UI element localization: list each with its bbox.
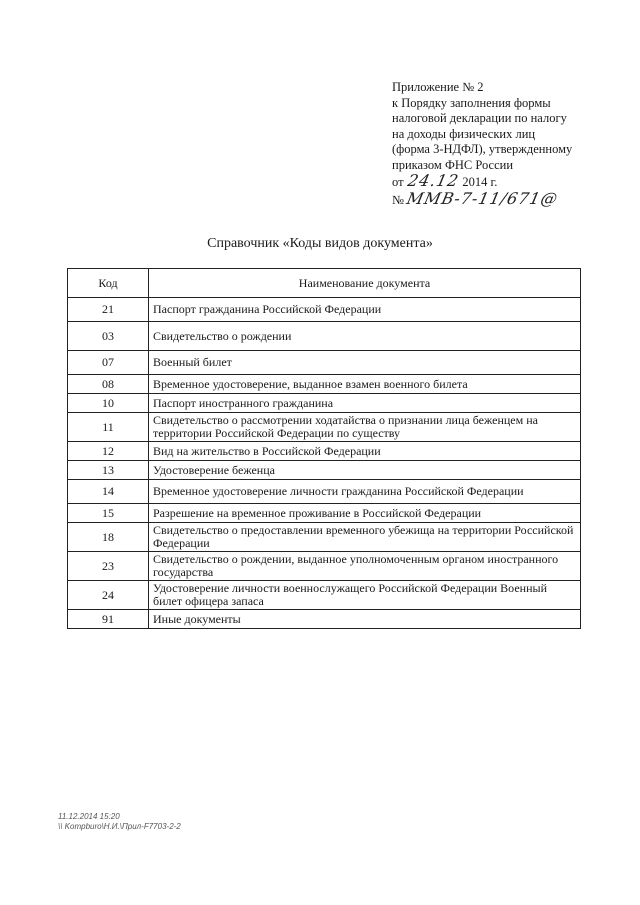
table-row: [68, 394, 581, 413]
table-row: [68, 442, 581, 461]
stamp-datetime: 11.12.2014 15:20: [58, 812, 120, 821]
row-name: Военный билет: [149, 351, 581, 375]
appendix-line: Приложение № 2: [392, 80, 484, 94]
handwritten-number: ММВ-7-11/671@: [405, 188, 560, 208]
row-code: 21: [68, 298, 149, 322]
row-name: Свидетельство о рождении, выданное уполномоченным органом иностранного государства: [149, 552, 581, 581]
date-prefix: от: [392, 175, 404, 189]
footer-stamp: [58, 812, 181, 832]
row-name: Свидетельство о рождении: [149, 322, 581, 351]
handwritten-date: 24.12: [405, 171, 461, 190]
table-row: [68, 523, 581, 552]
appendix-number: [392, 188, 622, 209]
appendix-line: (форма 3-НДФЛ), утвержденному: [392, 142, 573, 156]
row-name: Свидетельство о рассмотрении ходатайства о признании лица беженцем на территории Российской Федерации по существу: [149, 413, 581, 442]
row-code: 18: [68, 523, 149, 552]
table-row: [68, 375, 581, 394]
appendix-line: на доходы физических лиц: [392, 126, 536, 141]
row-name: Вид на жительство в Российской Федерации: [149, 442, 581, 461]
appendix-line: к Порядку заполнения формы: [392, 95, 551, 110]
row-code: 12: [68, 442, 149, 461]
table-row: [68, 322, 581, 351]
date-suffix: 2014 г.: [462, 175, 498, 189]
row-name: Паспорт гражданина Российской Федерации: [149, 298, 581, 322]
row-code: 91: [68, 610, 149, 629]
appendix-line: приказом ФНС России: [392, 157, 514, 172]
row-code: 24: [68, 581, 149, 610]
row-code: 23: [68, 552, 149, 581]
row-code: 13: [68, 461, 149, 480]
row-code: 03: [68, 322, 149, 351]
row-name: Свидетельство о предоставлении временного убежища на территории Российской Федерации: [149, 523, 581, 552]
table-row: [68, 413, 581, 442]
appendix-line: налоговой декларации по налогу: [392, 111, 567, 125]
row-name: Удостоверение личности военнослужащего Российской Федерации Военный билет офицера запаса: [149, 581, 581, 610]
row-name: Паспорт иностранного гражданина: [149, 394, 581, 413]
row-code: 11: [68, 413, 149, 442]
row-name: Разрешение на временное проживание в Российской Федерации: [149, 504, 581, 523]
header-name: Наименование документа: [149, 269, 581, 298]
table-row: [68, 461, 581, 480]
table-row: [68, 552, 581, 581]
table-row: [68, 351, 581, 375]
row-name: Временное удостоверение, выданное взамен военного билета: [149, 375, 581, 394]
document-codes-table: [67, 268, 581, 629]
row-code: 07: [68, 351, 149, 375]
row-code: 15: [68, 504, 149, 523]
appendix-block: [392, 80, 622, 208]
table-header-row: [68, 269, 581, 298]
table-row: [68, 480, 581, 504]
table-row: [68, 504, 581, 523]
table-row: [68, 610, 581, 629]
header-code: Код: [68, 269, 149, 298]
table-row: [68, 581, 581, 610]
page-title: Справочник «Коды видов документа»: [207, 236, 433, 251]
number-prefix: №: [392, 192, 404, 207]
row-name: Удостоверение беженца: [149, 461, 581, 480]
row-code: 08: [68, 375, 149, 394]
row-name: Временное удостоверение личности гражданина Российской Федерации: [149, 480, 581, 504]
stamp-filepath: \\ Kompburo\Н.И.\Прил-F7703-2-2: [58, 822, 181, 831]
row-code: 14: [68, 480, 149, 504]
table-row: [68, 298, 581, 322]
appendix-date: [392, 173, 622, 191]
row-name: Иные документы: [149, 610, 581, 629]
row-code: 10: [68, 394, 149, 413]
